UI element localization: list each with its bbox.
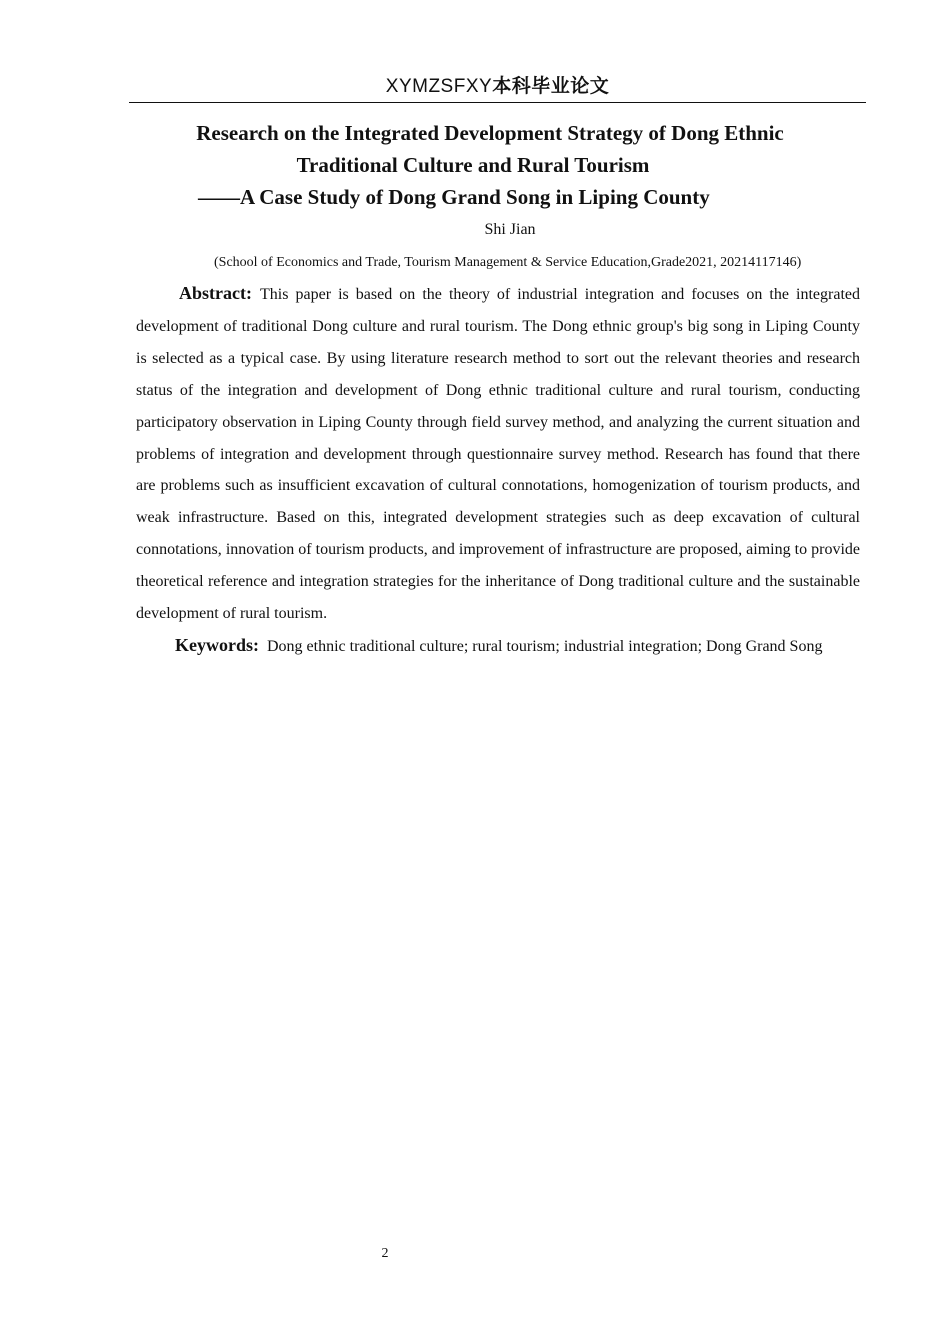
keywords-text: Dong ethnic traditional culture; rural tourism; industrial integration; Dong Grand Song [267, 638, 823, 655]
running-header [129, 72, 866, 103]
author-name: Shi Jian [484, 221, 536, 238]
paper-subtitle: ——A Case Study of Dong Grand Song in Liping County [198, 185, 710, 209]
header-school-code: XYMZSFXY [385, 76, 493, 97]
paper-title-line-1: Research on the Integrated Development Strategy of Dong Ethnic [196, 121, 784, 145]
abstract-paragraph [136, 278, 860, 630]
keywords-label: Keywords: [175, 635, 259, 655]
header-thesis-label: 本科毕业论文 [492, 75, 610, 97]
paper-title-line-2: Traditional Culture and Rural Tourism [296, 153, 650, 177]
author-affiliation: (School of Economics and Trade, Tourism Management & Service Education,Grade2021, 20214117146) [214, 255, 802, 270]
abstract-text: This paper is based on the theory of industrial integration and focuses on the integrated development of traditional Dong culture and rural tourism. The Dong ethnic group's big song in Liping County is selected as a typical case. By using literature research method to sort out the relevant theories and research status of the integration and development of Dong ethnic traditional culture and rural tourism, conducting participatory observation in Liping County through field survey method, and analyzing the current situation and problems of integration and development through questionnaire survey method. Research has found that there are problems such as insufficient excavation of cultural connotations, homogenization of tourism products, and weak infrastructure. Based on this, integrated development strategies such as deep excavation of cultural connotations, innovation of tourism products, and improvement of infrastructure are proposed, aiming to provide theoretical reference and integration strategies for the inheritance of Dong traditional culture and the sustainable development of rural tourism. [136, 286, 860, 623]
abstract-label: Abstract: [179, 283, 252, 303]
page-number: 2 [381, 1246, 389, 1261]
keywords-line [175, 630, 822, 662]
